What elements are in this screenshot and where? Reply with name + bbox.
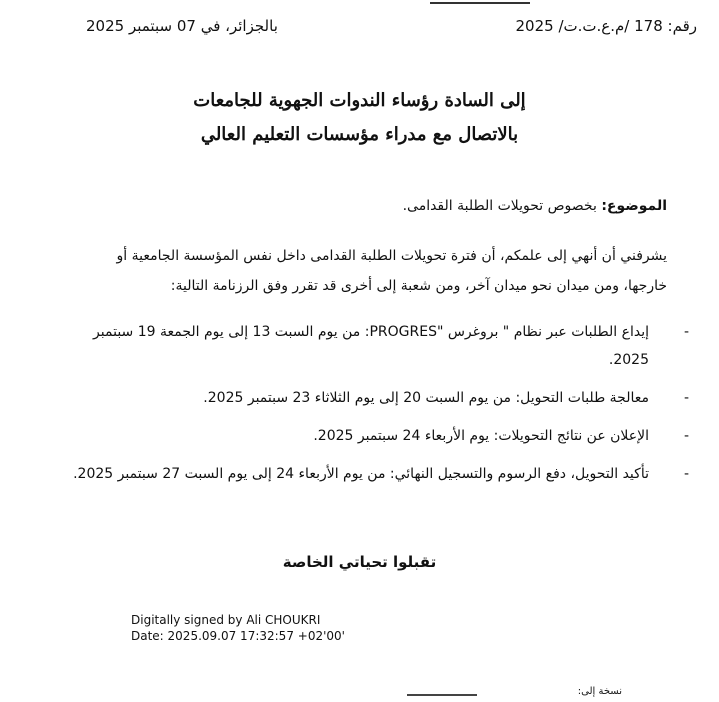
list-item-text: إيداع الطلبات عبر نظام " بروغرس "PROGRES: من يوم السبت 13 إلى يوم الجمعة 19 سبتمبر 2025.	[93, 324, 649, 368]
list-item	[49, 384, 689, 412]
digital-signature	[131, 612, 345, 644]
intro-paragraph	[27, 241, 667, 301]
list-item	[49, 460, 689, 488]
subject-line	[403, 198, 667, 214]
addressee-line-1: إلى السادة رؤساء الندوات الجهوية للجامعات	[193, 90, 526, 111]
bullet-dash: -	[683, 390, 689, 406]
signature-line-2: Date: 2025.09.07 17:32:57 +02'00'	[131, 629, 345, 643]
subject-label: الموضوع:	[601, 198, 667, 214]
list-item	[49, 422, 689, 450]
copy-to-label: نسخة إلى:	[577, 686, 622, 697]
intro-line-1: يشرفني أن أنهي إلى علمكم، أن فترة تحويلات الطلبة القدامى داخل نفس المؤسسة الجامعية أو	[116, 248, 667, 264]
closing-salutation: تقبلوا تحياتي الخاصة	[282, 553, 437, 571]
bullet-dash: -	[683, 324, 689, 340]
footer-marks	[407, 694, 477, 702]
addressee-line-2: بالاتصال مع مدراء مؤسسات التعليم العالي	[200, 124, 519, 145]
document-date: بالجزائر، في 07 سبتمبر 2025	[86, 17, 278, 35]
reference-number: رقم: 178 /م.ع.ت.ت/ 2025	[515, 17, 697, 35]
bullet-dash: -	[683, 466, 689, 482]
list-item	[49, 318, 689, 374]
list-item-text: معالجة طلبات التحويل: من يوم السبت 20 إلى يوم الثلاثاء 23 سبتمبر 2025.	[203, 390, 649, 406]
intro-line-2: خارجها، ومن ميدان نحو ميدان آخر، ومن شعبة إلى أخرى قد تقرر وفق الرزنامة التالية:	[170, 278, 667, 294]
header-divider	[430, 0, 530, 4]
list-item-text: تأكيد التحويل، دفع الرسوم والتسجيل النهائي: من يوم الأربعاء 24 إلى يوم السبت 27 سبتمبر 2025.	[73, 466, 649, 482]
subject-text: بخصوص تحويلات الطلبة القدامى.	[402, 198, 597, 214]
schedule-list	[49, 318, 689, 498]
list-item-text: الإعلان عن نتائج التحويلات: يوم الأربعاء 24 سبتمبر 2025.	[313, 428, 649, 444]
signature-line-1: Digitally signed by Ali CHOUKRI	[131, 613, 321, 627]
bullet-dash: -	[683, 428, 689, 444]
